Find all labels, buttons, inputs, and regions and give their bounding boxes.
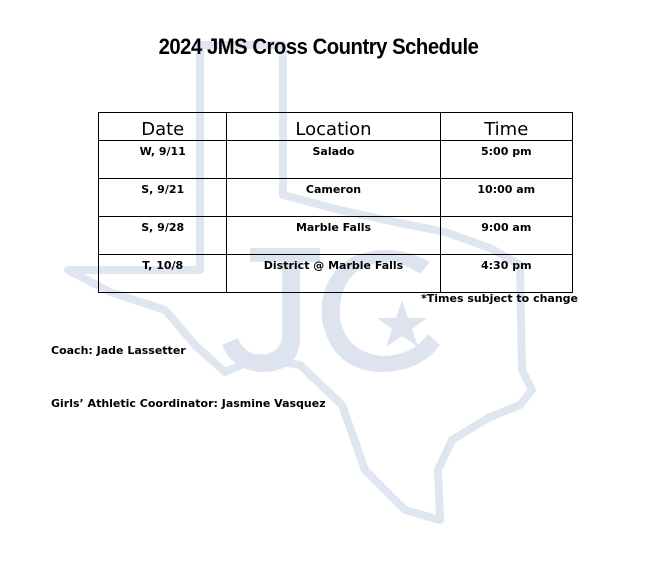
cell-date: S, 9/21	[99, 179, 227, 217]
cell-date: S, 9/28	[99, 217, 227, 255]
coach-name: Coach: Jade Lassetter	[51, 344, 186, 357]
page-title: 2024 JMS Cross Country Schedule	[158, 34, 479, 59]
coordinator-name: Girls’ Athletic Coordinator: Jasmine Vasquez	[51, 397, 326, 410]
cell-time: 4:30 pm	[440, 255, 572, 293]
cell-time: 9:00 am	[440, 217, 572, 255]
schedule-table	[98, 112, 573, 293]
header-location: Location	[227, 113, 440, 141]
cell-location: Salado	[227, 141, 440, 179]
cell-date: W, 9/11	[99, 141, 227, 179]
times-note: *Times subject to change	[421, 292, 579, 305]
table-row	[99, 217, 573, 255]
table-header-row	[99, 113, 573, 141]
cell-date: T, 10/8	[99, 255, 227, 293]
header-time: Time	[440, 113, 572, 141]
cell-time: 10:00 am	[440, 179, 572, 217]
cell-location: District @ Marble Falls	[227, 255, 440, 293]
cell-time: 5:00 pm	[440, 141, 572, 179]
table-row	[99, 255, 573, 293]
cell-location: Marble Falls	[227, 217, 440, 255]
cell-location: Cameron	[227, 179, 440, 217]
table-row	[99, 179, 573, 217]
table-row	[99, 141, 573, 179]
header-date: Date	[99, 113, 227, 141]
